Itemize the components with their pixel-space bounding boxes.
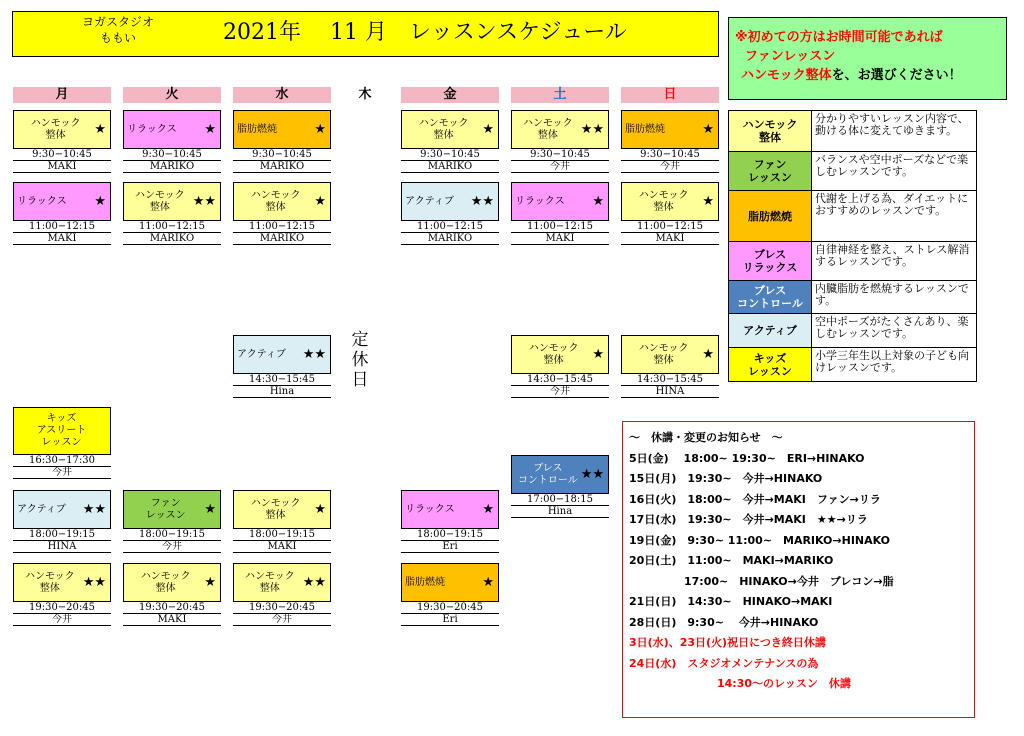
title-bar: [12, 11, 719, 57]
instructor-name: HINA: [13, 541, 111, 553]
difficulty-stars: ★: [702, 194, 714, 209]
lesson-legend: [728, 110, 977, 382]
lesson-box: [511, 455, 609, 494]
lesson-box: [621, 110, 719, 149]
lesson-box: [13, 490, 111, 529]
lesson-name: リラックス: [127, 123, 177, 135]
difficulty-stars: ★: [94, 122, 106, 137]
lesson-name: ハンモック 整体: [244, 570, 295, 594]
lesson-time: 9:30−10:45: [621, 149, 719, 161]
lesson-name: アクティブ: [17, 503, 66, 515]
instructor-name: 今井: [511, 161, 609, 173]
lesson-cell[interactable]: [401, 182, 499, 245]
difficulty-stars: ★★: [302, 575, 326, 590]
lesson-box: [233, 563, 331, 602]
instructor-name: Eri: [401, 614, 499, 626]
lesson-time: 17:00−18:15: [511, 494, 609, 506]
lesson-cell[interactable]: [401, 563, 499, 626]
lesson-name: ブレス コントロール: [517, 462, 578, 486]
lesson-time: 19:30−20:45: [13, 602, 111, 614]
lesson-time: 18:00−19:15: [233, 529, 331, 541]
lesson-cell[interactable]: [123, 563, 221, 626]
lesson-box: [123, 490, 221, 529]
page-title: 2021年 11 月 レッスンスケジュール: [223, 20, 627, 45]
legend-lesson-name: ブレス コントロール: [729, 281, 812, 313]
notice-line-3-red: ハンモック整体: [741, 68, 832, 83]
lesson-name: ハンモック 整体: [528, 342, 579, 366]
lesson-time: 11:00−12:15: [13, 221, 111, 233]
difficulty-stars: ★: [314, 194, 326, 209]
notice-line-2: ファンレッスン: [745, 49, 836, 64]
lesson-time: 11:00−12:15: [511, 221, 609, 233]
lesson-name: キッズ アスリート レッスン: [36, 413, 87, 448]
day-header-5: 土: [511, 87, 609, 103]
legend-lesson-name: アクティブ: [729, 314, 812, 347]
lesson-cell[interactable]: [13, 407, 111, 479]
lesson-time: 14:30−15:45: [233, 374, 331, 386]
lesson-cell[interactable]: [621, 110, 719, 173]
lesson-cell[interactable]: [233, 110, 331, 173]
instructor-name: MAKI: [621, 233, 719, 245]
legend-row: [728, 110, 977, 151]
lesson-cell[interactable]: [13, 110, 111, 173]
instructor-name: MAKI: [511, 233, 609, 245]
change-line: 17:00~ HINAKO→今井 ブレコン→脂: [629, 574, 894, 588]
lesson-time: 11:00−12:15: [401, 221, 499, 233]
lesson-cell[interactable]: [233, 563, 331, 626]
instructor-name: MARIKO: [233, 161, 331, 173]
instructor-name: MAKI: [233, 541, 331, 553]
lesson-box: [233, 490, 331, 529]
lesson-cell[interactable]: [13, 490, 111, 553]
day-header-3: 木: [358, 87, 372, 102]
change-line: 28日(日) 9:30~ 今井→HINAKO: [629, 615, 819, 629]
lesson-box: [401, 563, 499, 602]
legend-row: [728, 241, 977, 280]
difficulty-stars: ★: [702, 347, 714, 362]
lesson-time: 11:00−12:15: [123, 221, 221, 233]
lesson-cell[interactable]: [401, 110, 499, 173]
lesson-name: ハンモック 整体: [250, 189, 301, 213]
legend-description: 自律神経を整え、ストレス解消するレッスンです。: [815, 243, 970, 268]
lesson-time: 14:30−15:45: [621, 374, 719, 386]
legend-description: バランスや空中ポーズなどで楽しむレッスンです。: [815, 153, 969, 178]
instructor-name: 今井: [511, 386, 609, 398]
legend-row: [728, 151, 977, 190]
difficulty-stars: ★: [702, 122, 714, 137]
difficulty-stars: ★: [204, 502, 216, 517]
lesson-box: [13, 563, 111, 602]
difficulty-stars: ★★: [470, 194, 494, 209]
lesson-box: [123, 563, 221, 602]
lesson-box: [123, 182, 221, 221]
lesson-cell[interactable]: [511, 335, 609, 398]
lesson-name: 脂肪燃焼: [237, 123, 277, 135]
lesson-time: 9:30−10:45: [123, 149, 221, 161]
legend-lesson-name: ブレス リラックス: [729, 242, 812, 280]
lesson-cell[interactable]: [511, 182, 609, 245]
lesson-name: ファン レッスン: [145, 497, 186, 521]
difficulty-stars: ★: [482, 122, 494, 137]
difficulty-stars: ★: [204, 122, 216, 137]
instructor-name: MARIKO: [123, 161, 221, 173]
legend-row: [728, 280, 977, 313]
lesson-name: リラックス: [515, 195, 565, 207]
change-line: 15日(月) 19:30~ 今井→HINAKO: [629, 472, 823, 485]
legend-description: 分かりやすいレッスン内容で、動ける体に変えてゆきます。: [815, 112, 969, 137]
legend-description: 内臓脂肪を燃焼するレッスンです。: [815, 282, 969, 307]
instructor-name: MAKI: [13, 233, 111, 245]
instructor-name: MARIKO: [233, 233, 331, 245]
lesson-time: 19:30−20:45: [233, 602, 331, 614]
lesson-box: [511, 335, 609, 374]
instructor-name: 今井: [621, 161, 719, 173]
instructor-name: MAKI: [13, 161, 111, 173]
lesson-box: [233, 110, 331, 149]
difficulty-stars: ★★: [192, 194, 216, 209]
lesson-name: ハンモック 整体: [250, 497, 301, 521]
instructor-name: HINA: [621, 386, 719, 398]
difficulty-stars: ★: [204, 575, 216, 590]
change-line: 5日(金) 18:00~ 19:30~ ERI→HINAKO: [629, 451, 865, 465]
day-header-6: 日: [621, 87, 719, 103]
lesson-cell[interactable]: [511, 455, 609, 518]
lesson-box: [233, 335, 331, 374]
lesson-box: [13, 182, 111, 221]
lesson-box: [621, 182, 719, 221]
change-line: 14:30～のレッスン 休講: [629, 677, 851, 690]
changes-title: ～ 休講・変更のお知らせ ～: [629, 431, 783, 444]
thursday-char: 日: [351, 370, 369, 390]
lesson-box: [13, 110, 111, 149]
lesson-cell[interactable]: [233, 182, 331, 245]
lesson-box: [401, 182, 499, 221]
lesson-time: 16:30−17:30: [13, 455, 111, 467]
lesson-cell[interactable]: [13, 182, 111, 245]
instructor-name: 今井: [13, 614, 111, 626]
legend-row: [728, 347, 977, 382]
notice-line-1: ※初めての方はお時間可能であれば: [735, 30, 943, 45]
difficulty-stars: ★: [94, 194, 106, 209]
lesson-name: ハンモック 整体: [140, 570, 191, 594]
instructor-name: MARIKO: [123, 233, 221, 245]
lesson-time: 19:30−20:45: [401, 602, 499, 614]
lesson-box: [13, 407, 111, 455]
lesson-time: 18:00−19:15: [401, 529, 499, 541]
legend-lesson-name: 脂肪燃焼: [729, 191, 812, 241]
lesson-time: 11:00−12:15: [621, 221, 719, 233]
lesson-time: 9:30−10:45: [233, 149, 331, 161]
lesson-time: 18:00−19:15: [123, 529, 221, 541]
legend-row: [728, 313, 977, 347]
lesson-box: [621, 335, 719, 374]
instructor-name: 今井: [13, 467, 111, 479]
lesson-name: 脂肪燃焼: [405, 576, 445, 588]
difficulty-stars: ★: [314, 502, 326, 517]
schedule-changes-notice: [622, 421, 975, 718]
lesson-time: 9:30−10:45: [511, 149, 609, 161]
legend-description: 空中ポーズがたくさんあり、楽しむレッスンです。: [815, 315, 969, 340]
change-line: 3日(水)、23日(火)祝日につき終日休講: [629, 636, 826, 649]
studio-name: [13, 14, 223, 46]
lesson-box: [123, 110, 221, 149]
lesson-name: ハンモック 整体: [522, 117, 573, 141]
lesson-box: [511, 182, 609, 221]
lesson-cell[interactable]: [123, 182, 221, 245]
lesson-cell[interactable]: [13, 563, 111, 626]
lesson-box: [401, 110, 499, 149]
lesson-name: ハンモック 整体: [418, 117, 469, 141]
lesson-box: [511, 110, 609, 149]
difficulty-stars: ★: [592, 347, 604, 362]
difficulty-stars: ★: [482, 575, 494, 590]
instructor-name: MAKI: [123, 614, 221, 626]
lesson-time: 14:30−15:45: [511, 374, 609, 386]
lesson-time: 18:00−19:15: [13, 529, 111, 541]
studio-name-line1: ヨガスタジオ: [81, 15, 154, 29]
thursday-closed: [348, 330, 372, 390]
lesson-cell[interactable]: [123, 490, 221, 553]
difficulty-stars: ★: [592, 194, 604, 209]
lesson-cell[interactable]: [233, 490, 331, 553]
thursday-char: 休: [351, 350, 369, 370]
instructor-name: 今井: [233, 614, 331, 626]
lesson-name: ハンモック 整体: [134, 189, 185, 213]
legend-description: 代謝を上げる為、ダイエットにおすすめのレッスンです。: [815, 192, 969, 217]
lesson-name: アクティブ: [237, 348, 286, 360]
instructor-name: MARIKO: [401, 233, 499, 245]
lesson-time: 9:30−10:45: [401, 149, 499, 161]
change-line: 24日(水) スタジオメンテナンスの為: [629, 656, 819, 670]
difficulty-stars: ★★: [580, 467, 604, 482]
lesson-cell[interactable]: [233, 335, 331, 398]
instructor-name: Hina: [233, 386, 331, 398]
difficulty-stars: ★★: [82, 575, 106, 590]
instructor-name: Eri: [401, 541, 499, 553]
studio-name-line2: ももい: [99, 31, 136, 45]
lesson-name: リラックス: [405, 503, 455, 515]
thursday-char: 定: [351, 330, 369, 350]
day-header-2: 水: [233, 87, 331, 103]
lesson-name: ハンモック 整体: [638, 342, 689, 366]
notice-line-3: [735, 66, 1000, 85]
lesson-name: リラックス: [17, 195, 67, 207]
day-header-1: 火: [123, 87, 221, 103]
lesson-cell[interactable]: [123, 110, 221, 173]
lesson-name: ハンモック 整体: [638, 189, 689, 213]
legend-row: [728, 190, 977, 241]
lesson-name: アクティブ: [405, 195, 454, 207]
lesson-box: [401, 490, 499, 529]
lesson-cell[interactable]: [621, 182, 719, 245]
difficulty-stars: ★★: [302, 347, 326, 362]
instructor-name: MARIKO: [401, 161, 499, 173]
lesson-cell[interactable]: [621, 335, 719, 398]
legend-lesson-name: ファン レッスン: [729, 152, 812, 190]
legend-lesson-name: ハンモック 整体: [729, 111, 812, 151]
lesson-cell[interactable]: [511, 110, 609, 173]
change-line: 20日(土) 11:00~ MAKI→MARIKO: [629, 554, 834, 567]
lesson-box: [233, 182, 331, 221]
change-line: 21日(日) 14:30~ HINAKO→MAKI: [629, 595, 833, 608]
instructor-name: Hina: [511, 506, 609, 518]
instructor-name: 今井: [123, 541, 221, 553]
change-line: 17日(水) 19:30~ 今井→MAKI ★★→リラ: [629, 513, 868, 526]
difficulty-stars: ★: [314, 122, 326, 137]
lesson-time: 9:30−10:45: [13, 149, 111, 161]
change-line: 19日(金) 9:30~ 11:00~ MARIKO→HINAKO: [629, 533, 891, 547]
lesson-name: ハンモック 整体: [30, 117, 81, 141]
lesson-name: 脂肪燃焼: [625, 123, 665, 135]
change-line: 16日(火) 18:00~ 今井→MAKI ファン→リラ: [629, 492, 881, 506]
legend-description: 小学三年生以上対象の子ども向けレッスンです。: [815, 349, 969, 374]
day-header-4: 金: [401, 87, 499, 103]
difficulty-stars: ★★: [82, 502, 106, 517]
lesson-time: 11:00−12:15: [233, 221, 331, 233]
day-header-0: 月: [13, 87, 111, 103]
legend-lesson-name: キッズ レッスン: [729, 348, 812, 381]
first-time-notice: [728, 17, 1007, 100]
lesson-cell[interactable]: [401, 490, 499, 553]
notice-line-3-black: を、お選びください！: [831, 68, 962, 83]
difficulty-stars: ★: [482, 502, 494, 517]
lesson-name: ハンモック 整体: [24, 570, 75, 594]
difficulty-stars: ★★: [580, 122, 604, 137]
lesson-time: 19:30−20:45: [123, 602, 221, 614]
